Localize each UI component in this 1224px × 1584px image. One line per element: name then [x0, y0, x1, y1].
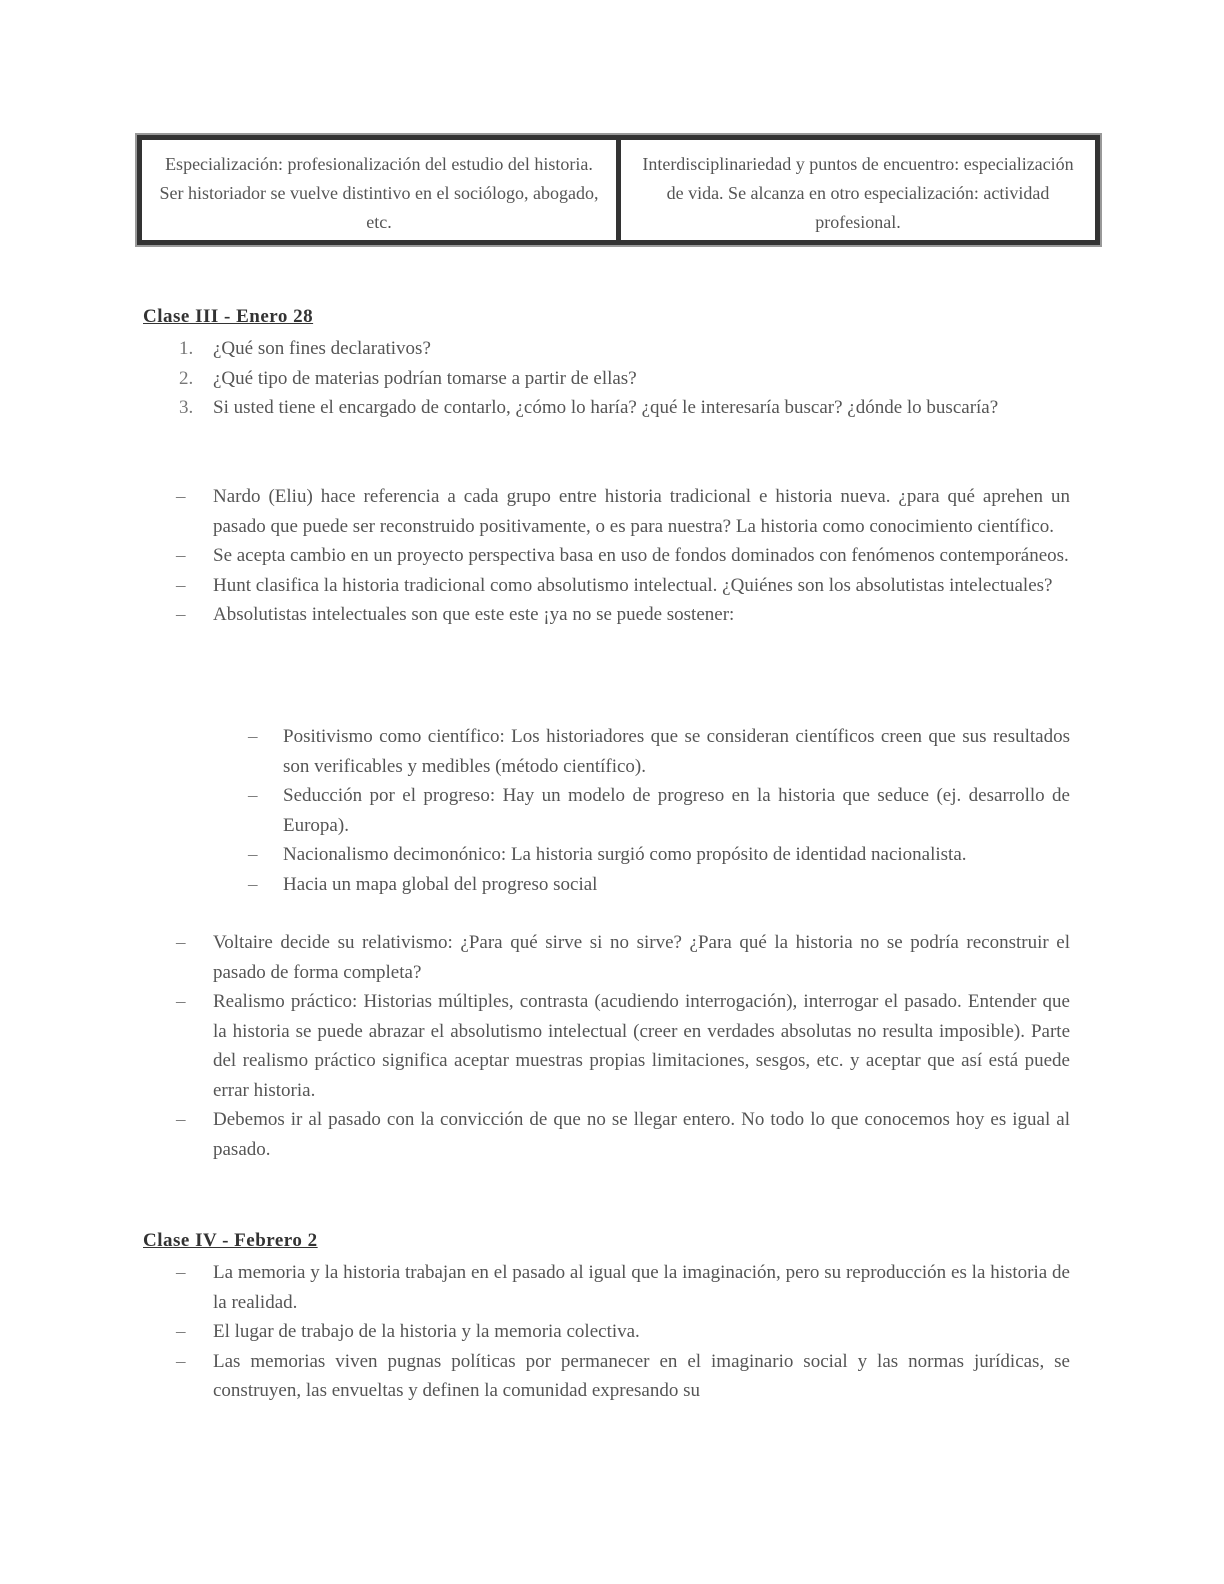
- list-item: – Absolutistas intelectuales son que este este ¡ya no se puede sostener:: [176, 604, 735, 625]
- table-cell-left: Especialización: profesionalización del estudio del historia. Ser historiador se vuelve distintivo en el sociólogo, abogado, etc.: [159, 154, 599, 232]
- list-item: – Seducción por el progreso: Hay un modelo de progreso en la historia que seduce (ej. desarrollo de Europa).: [248, 785, 1070, 836]
- list-item: – Realismo práctico: Historias múltiples, contrasta (acudiendo interrogación), interrogar el pasado. Entender que la historia se puede abrazar el absolutismo intelectual (creer en verdades absolutas no resulta imposible). Parte del realismo práctico significa aceptar muestras propias limitaciones, sesgos, etc. y aceptar que así está puede errar historia.: [176, 991, 1070, 1101]
- summary-table: [137, 135, 1100, 245]
- list-item: – Debemos ir al pasado con la convicción de que no se llegar entero. No todo lo que conocemos hoy es igual al pasado.: [176, 1109, 1070, 1160]
- sub-notes-list: [143, 722, 1070, 899]
- notes-list: [143, 482, 1070, 630]
- notes-list-class-4: [143, 1258, 1070, 1406]
- table-cell-right: Interdisciplinariedad y puntos de encuentro: especialización de vida. Se alcanza en otro especialización: actividad profesional.: [616, 140, 1095, 240]
- list-item: 2. ¿Qué tipo de materias podrían tomarse a partir de ellas?: [179, 367, 637, 389]
- list-item: – Nardo (Eliu) hace referencia a cada grupo entre historia tradicional e historia nueva. ¿para qué aprehen un pasado que puede ser reconstruido positivamente, o es para nuestra? La historia como conocimiento científico.: [176, 486, 1070, 537]
- list-item: – La memoria y la historia trabajan en el pasado al igual que la imaginación, pero su reproducción es la historia de la realidad.: [176, 1262, 1070, 1313]
- section-title-class-3: Clase III - Enero 28: [143, 306, 314, 327]
- list-item: 1. ¿Qué son fines declarativos?: [179, 338, 431, 359]
- list-item: – Positivismo como científico: Los historiadores que se consideran científicos creen que sus resultados son verificables y medibles (método científico).: [248, 726, 1070, 777]
- list-item: 3. Si usted tiene el encargado de contarlo, ¿cómo lo haría? ¿qué le interesaría buscar? ¿dónde lo buscaría?: [179, 397, 999, 418]
- list-item: – Hunt clasifica la historia tradicional como absolutismo intelectual. ¿Quiénes son los absolutistas intelectuales?: [176, 574, 1053, 596]
- questions-list: [143, 334, 1070, 423]
- list-item: – Las memorias viven pugnas políticas por permanecer en el imaginario social y las normas jurídicas, se construyen, las envueltas y definen la comunidad expresando su: [176, 1350, 1070, 1401]
- list-item: – Se acepta cambio en un proyecto perspectiva basa en uso de fondos dominados con fenómenos contemporáneos.: [176, 545, 1069, 566]
- list-item: – Hacia un mapa global del progreso social: [248, 873, 598, 895]
- section-title-class-4: Clase IV - Febrero 2: [143, 1230, 318, 1251]
- list-item: – El lugar de trabajo de la historia y la memoria colectiva.: [176, 1321, 640, 1342]
- list-item: – Nacionalismo decimonónico: La historia surgió como propósito de identidad nacionalista.: [248, 844, 967, 865]
- notes-list-continued: [143, 928, 1070, 1164]
- list-item: – Voltaire decide su relativismo: ¿Para qué sirve si no sirve? ¿Para qué la historia no se podría reconstruir el pasado de forma completa?: [176, 932, 1070, 983]
